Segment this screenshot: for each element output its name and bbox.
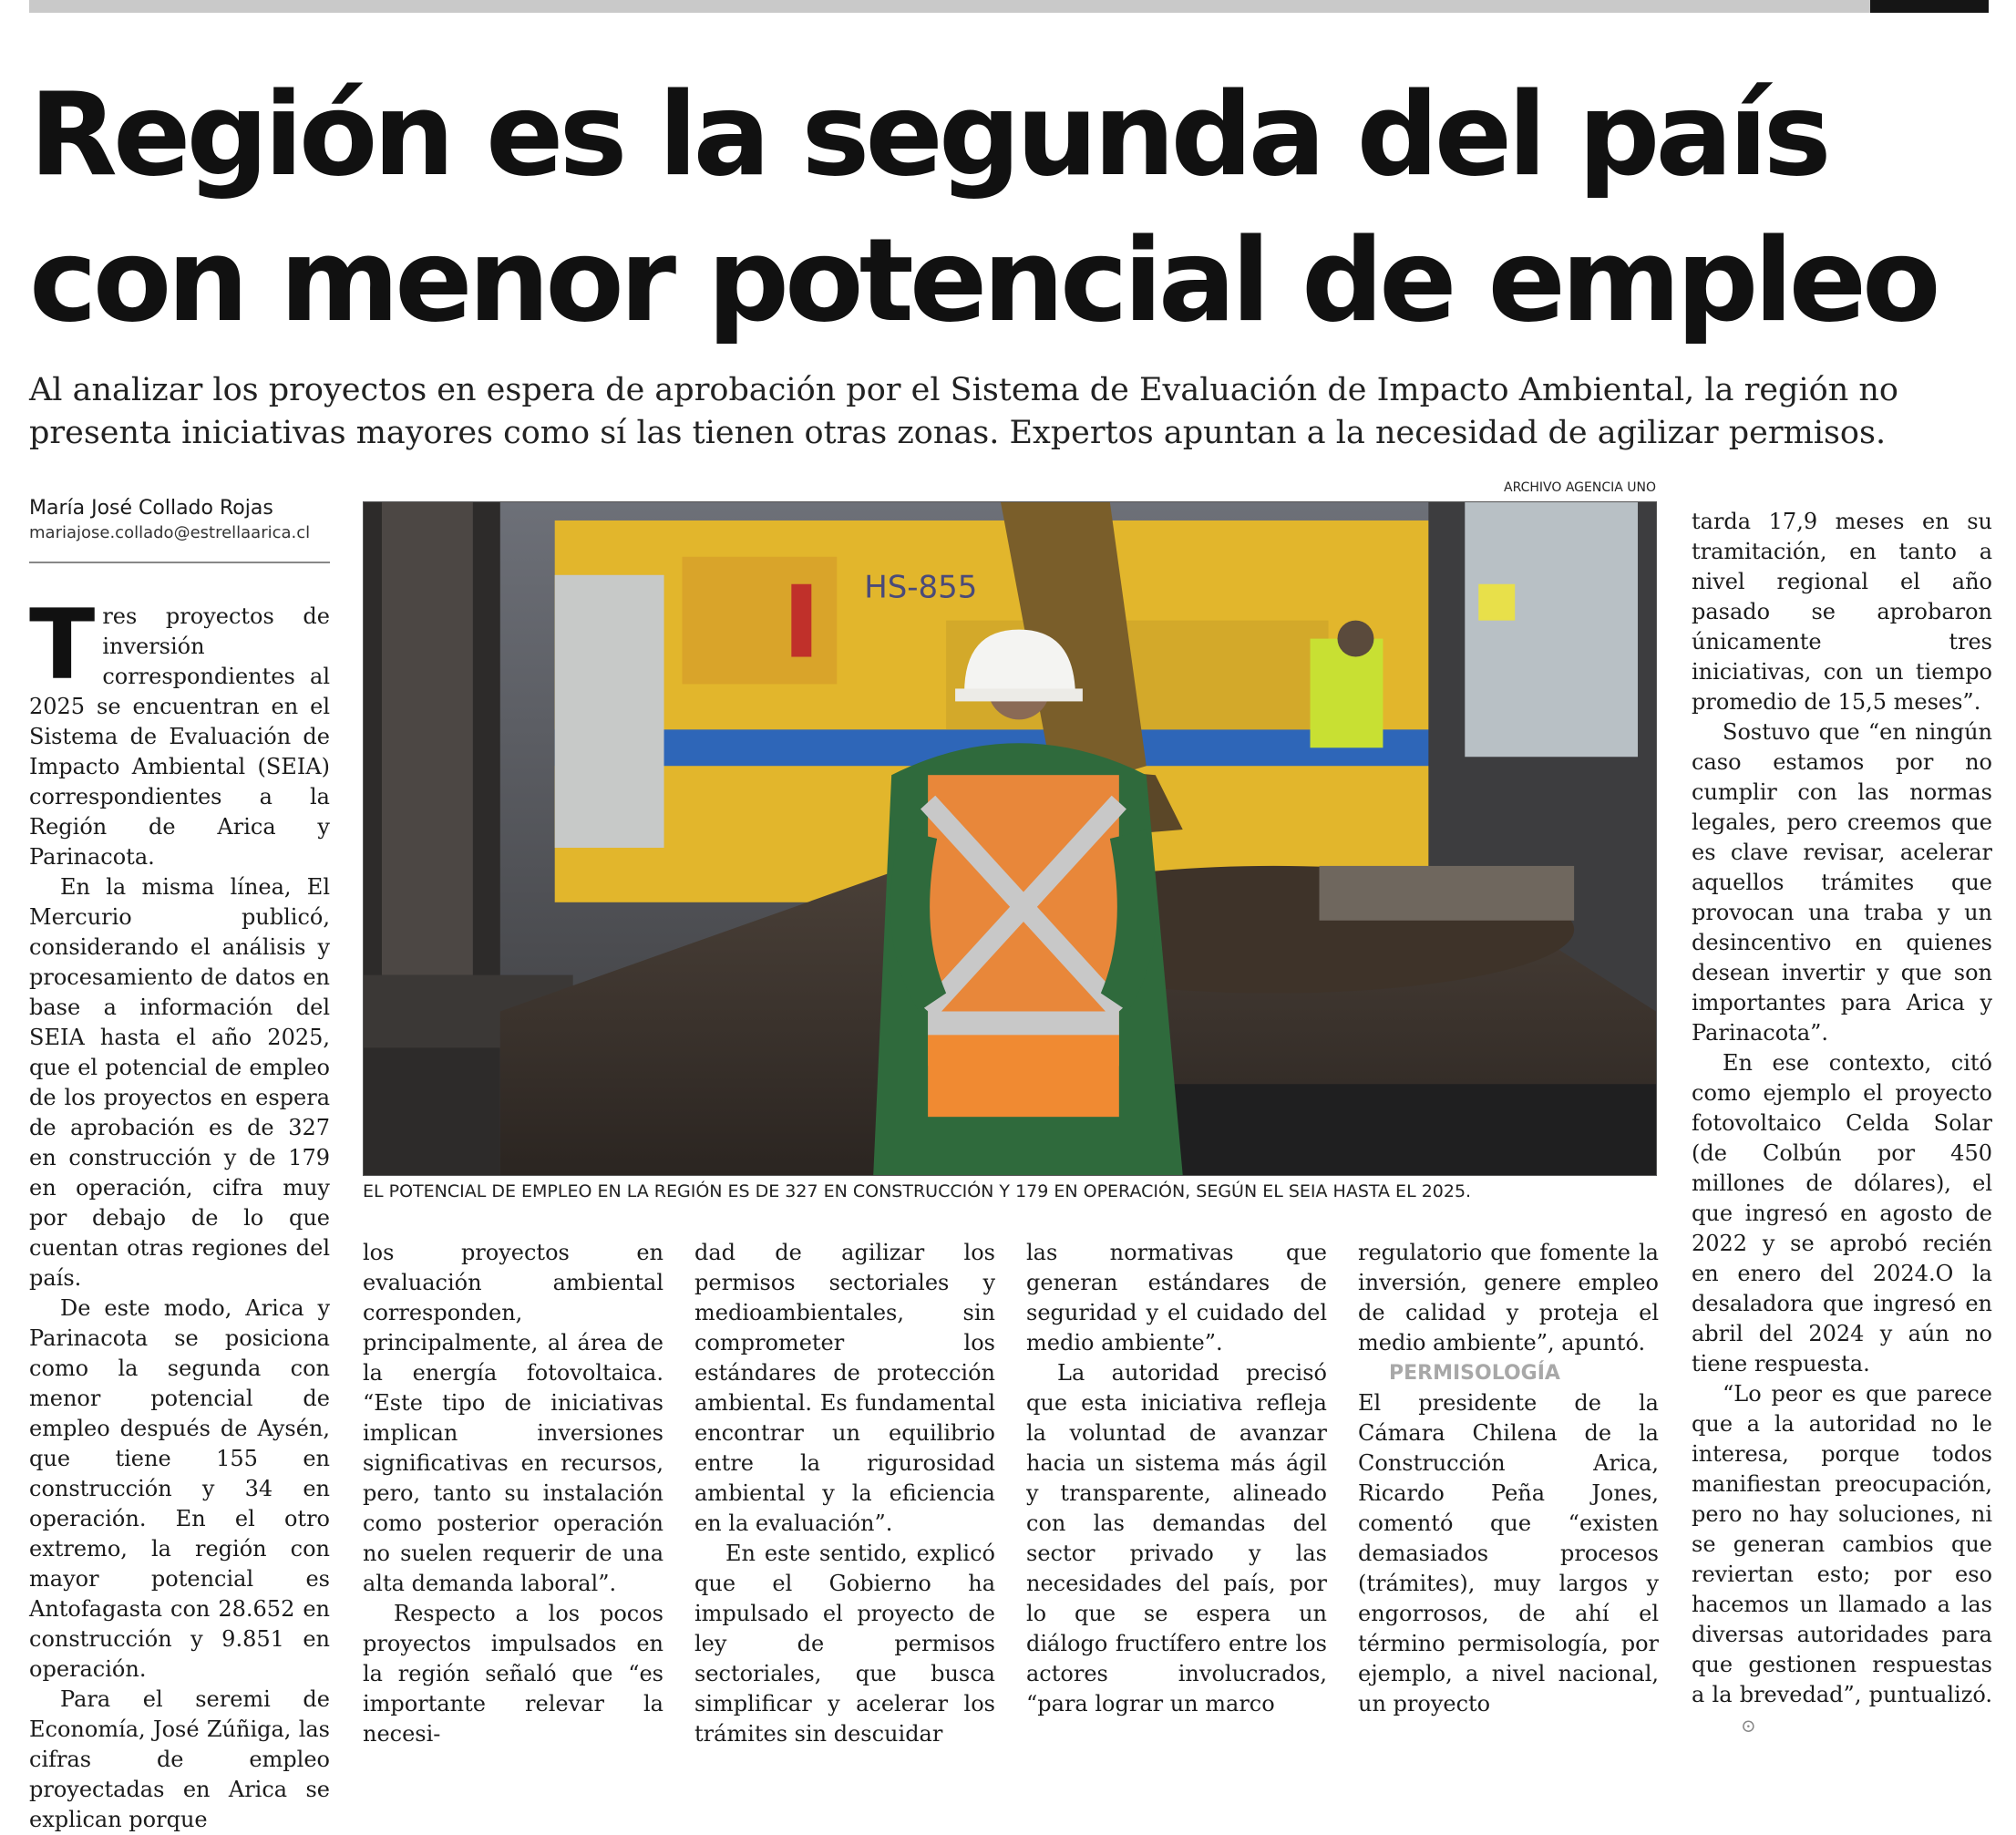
paragraph-text: res proyectos de inversión correspondientes al 2025 se encuentran en el Sistema de Evaluación de Impacto Ambiental (SEIA) correspondientes a la Región de Arica y Parinacota. (29, 603, 330, 870)
article-column-6 (1692, 507, 1992, 1741)
article-paragraph: los proyectos en evaluación ambiental corresponden, principalmente, al área de la energía fotovoltaica. “Este tipo de iniciativas implican inversiones significativas en recursos, pero, tanto su instalación como posterior operación no suelen requerir de una alta demanda laboral”. (363, 1240, 663, 1596)
article-paragraph (29, 589, 330, 872)
article-column-5 (1358, 1238, 1659, 1719)
headline-line-2: con menor potencial de empleo (29, 213, 1937, 347)
article-paragraph: Sostuvo que “en ningún caso estamos por no cumplir con las normas legales, pero creemos que es clave revisar, acelerar aquellos trámites que provocan una traba y un desincentivo en quienes desean invertir y que son importantes para Arica y Parinacota”. (1692, 719, 1992, 1046)
vehicle-code: HS-855 (864, 570, 978, 606)
byline-divider (29, 562, 330, 563)
drop-cap: T (29, 589, 96, 701)
article-paragraph: tarda 17,9 meses en su tramitación, en tanto a nivel regional el año pasado se aprobaron únicamente tres iniciativas, con un tiempo promedio de 15,5 meses”. (1692, 509, 1992, 715)
paragraph-text: “Lo peor es que parece que a la autoridad no le interesa, porque todos manifiestan preocupación, pero no hay soluciones, ni se generan cambios que reviertan esto; por eso hacemos un llamado a las diversas autoridades para que gestionen respuestas a la brevedad”, puntualizó. (1692, 1381, 1992, 1707)
top-rule (29, 0, 1870, 13)
article-paragraph: las normativas que generan estándares de seguridad y el cuidado del medio ambiente”. (1026, 1240, 1327, 1356)
article-paragraph: regulatorio que fomente la inversión, genere empleo de calidad y proteja el medio ambiente”, apuntó. (1358, 1240, 1659, 1356)
article-paragraph: Para el seremi de Economía, José Zúñiga, las cifras de empleo proyectadas en Arica se explican porque (29, 1686, 330, 1832)
headline-line-1: Región es la segunda del país (29, 67, 1827, 201)
article-paragraph (1692, 1379, 1992, 1741)
end-mark-icon: ⊙ (1741, 1715, 1756, 1737)
photo-credit: ARCHIVO AGENCIA UNO (1504, 480, 1657, 495)
headline (29, 62, 1998, 354)
photo-caption: EL POTENCIAL DE EMPLEO EN LA REGIÓN ES DE 327 EN CONSTRUCCIÓN Y 179 EN OPERACIÓN, SEGÚN EL SEIA HASTA EL 2025. (363, 1181, 1472, 1201)
article-paragraph: En la misma línea, El Mercurio publicó, considerando el análisis y procesamiento de datos en base a información del SEIA hasta el año 2025, que el potencial de empleo de los proyectos en espera de aprobación es de 327 en construcción y de 179 en operación, cifra muy por debajo de lo que cuentan otras regiones del país. (29, 874, 330, 1291)
article-paragraph: La autoridad precisó que esta iniciativa refleja la voluntad de avanzar hacia un sistema más ágil y transparente, alineado con las demandas del sector privado y las necesidades del país, por lo que se espera un diálogo fructífero entre los actores involucrados, “para lograr un marco (1026, 1360, 1327, 1716)
article-paragraph: dad de agilizar los permisos sectoriales y medioambientales, sin comprometer los estándares de protección ambiental. Es fundamental encontrar un equilibrio entre la rigurosidad ambiental y la eficiencia en la evaluación”. (694, 1240, 995, 1536)
construction-worker-photo (363, 501, 1657, 1176)
article-paragraph: De este modo, Arica y Parinacota se posiciona como la segunda con menor potencial de empleo después de Aysén, que tiene 155 en construcción y 34 en operación. En el otro extremo, la región con mayor potencial es Antofagasta con 28.652 en construcción y 9.851 en operación. (29, 1295, 330, 1682)
lead-paragraph: Al analizar los proyectos en espera de aprobación por el Sistema de Evaluación de Impacto Ambiental, la región no presenta iniciativas mayores como sí las tienen otras zonas. Expertos apuntan a la necesidad de agilizar permisos. (29, 372, 1899, 451)
byline-email: mariajose.collado@estrellaarica.cl (29, 523, 311, 542)
section-subhead: PERMISOLOGÍA (1389, 1362, 1560, 1385)
article-column-3 (694, 1238, 995, 1749)
article-paragraph: El presidente de la Cámara Chilena de la Construcción Arica, Ricardo Peña Jones, comentó que “existen demasiados procesos (trámites), muy largos y engorrosos, de ahí el término permisología, por ejemplo, a nivel nacional, un proyecto (1358, 1390, 1659, 1716)
byline-author: María José Collado Rojas (29, 497, 273, 520)
article-column-4 (1026, 1238, 1327, 1719)
article-paragraph: En este sentido, explicó que el Gobierno ha impulsado el proyecto de ley de permisos sectoriales, que busca simplificar y acelerar los trámites sin descuidar (694, 1541, 995, 1747)
top-rule-block (1870, 0, 1989, 13)
article-paragraph: Respecto a los pocos proyectos impulsados en la región señaló que “es importante relevar la necesi- (363, 1601, 663, 1747)
article-paragraph: En ese contexto, citó como ejemplo el proyecto fotovoltaico Celda Solar (de Colbún por 450 millones de dólares), el que ingresó en agosto de 2022 y se aprobó recién en enero del 2024.O la desaladora que ingresó en abril del 2024 y aún no tiene respuesta. (1692, 1050, 1992, 1376)
article-column-1 (29, 589, 330, 1835)
article-column-2 (363, 1238, 663, 1749)
